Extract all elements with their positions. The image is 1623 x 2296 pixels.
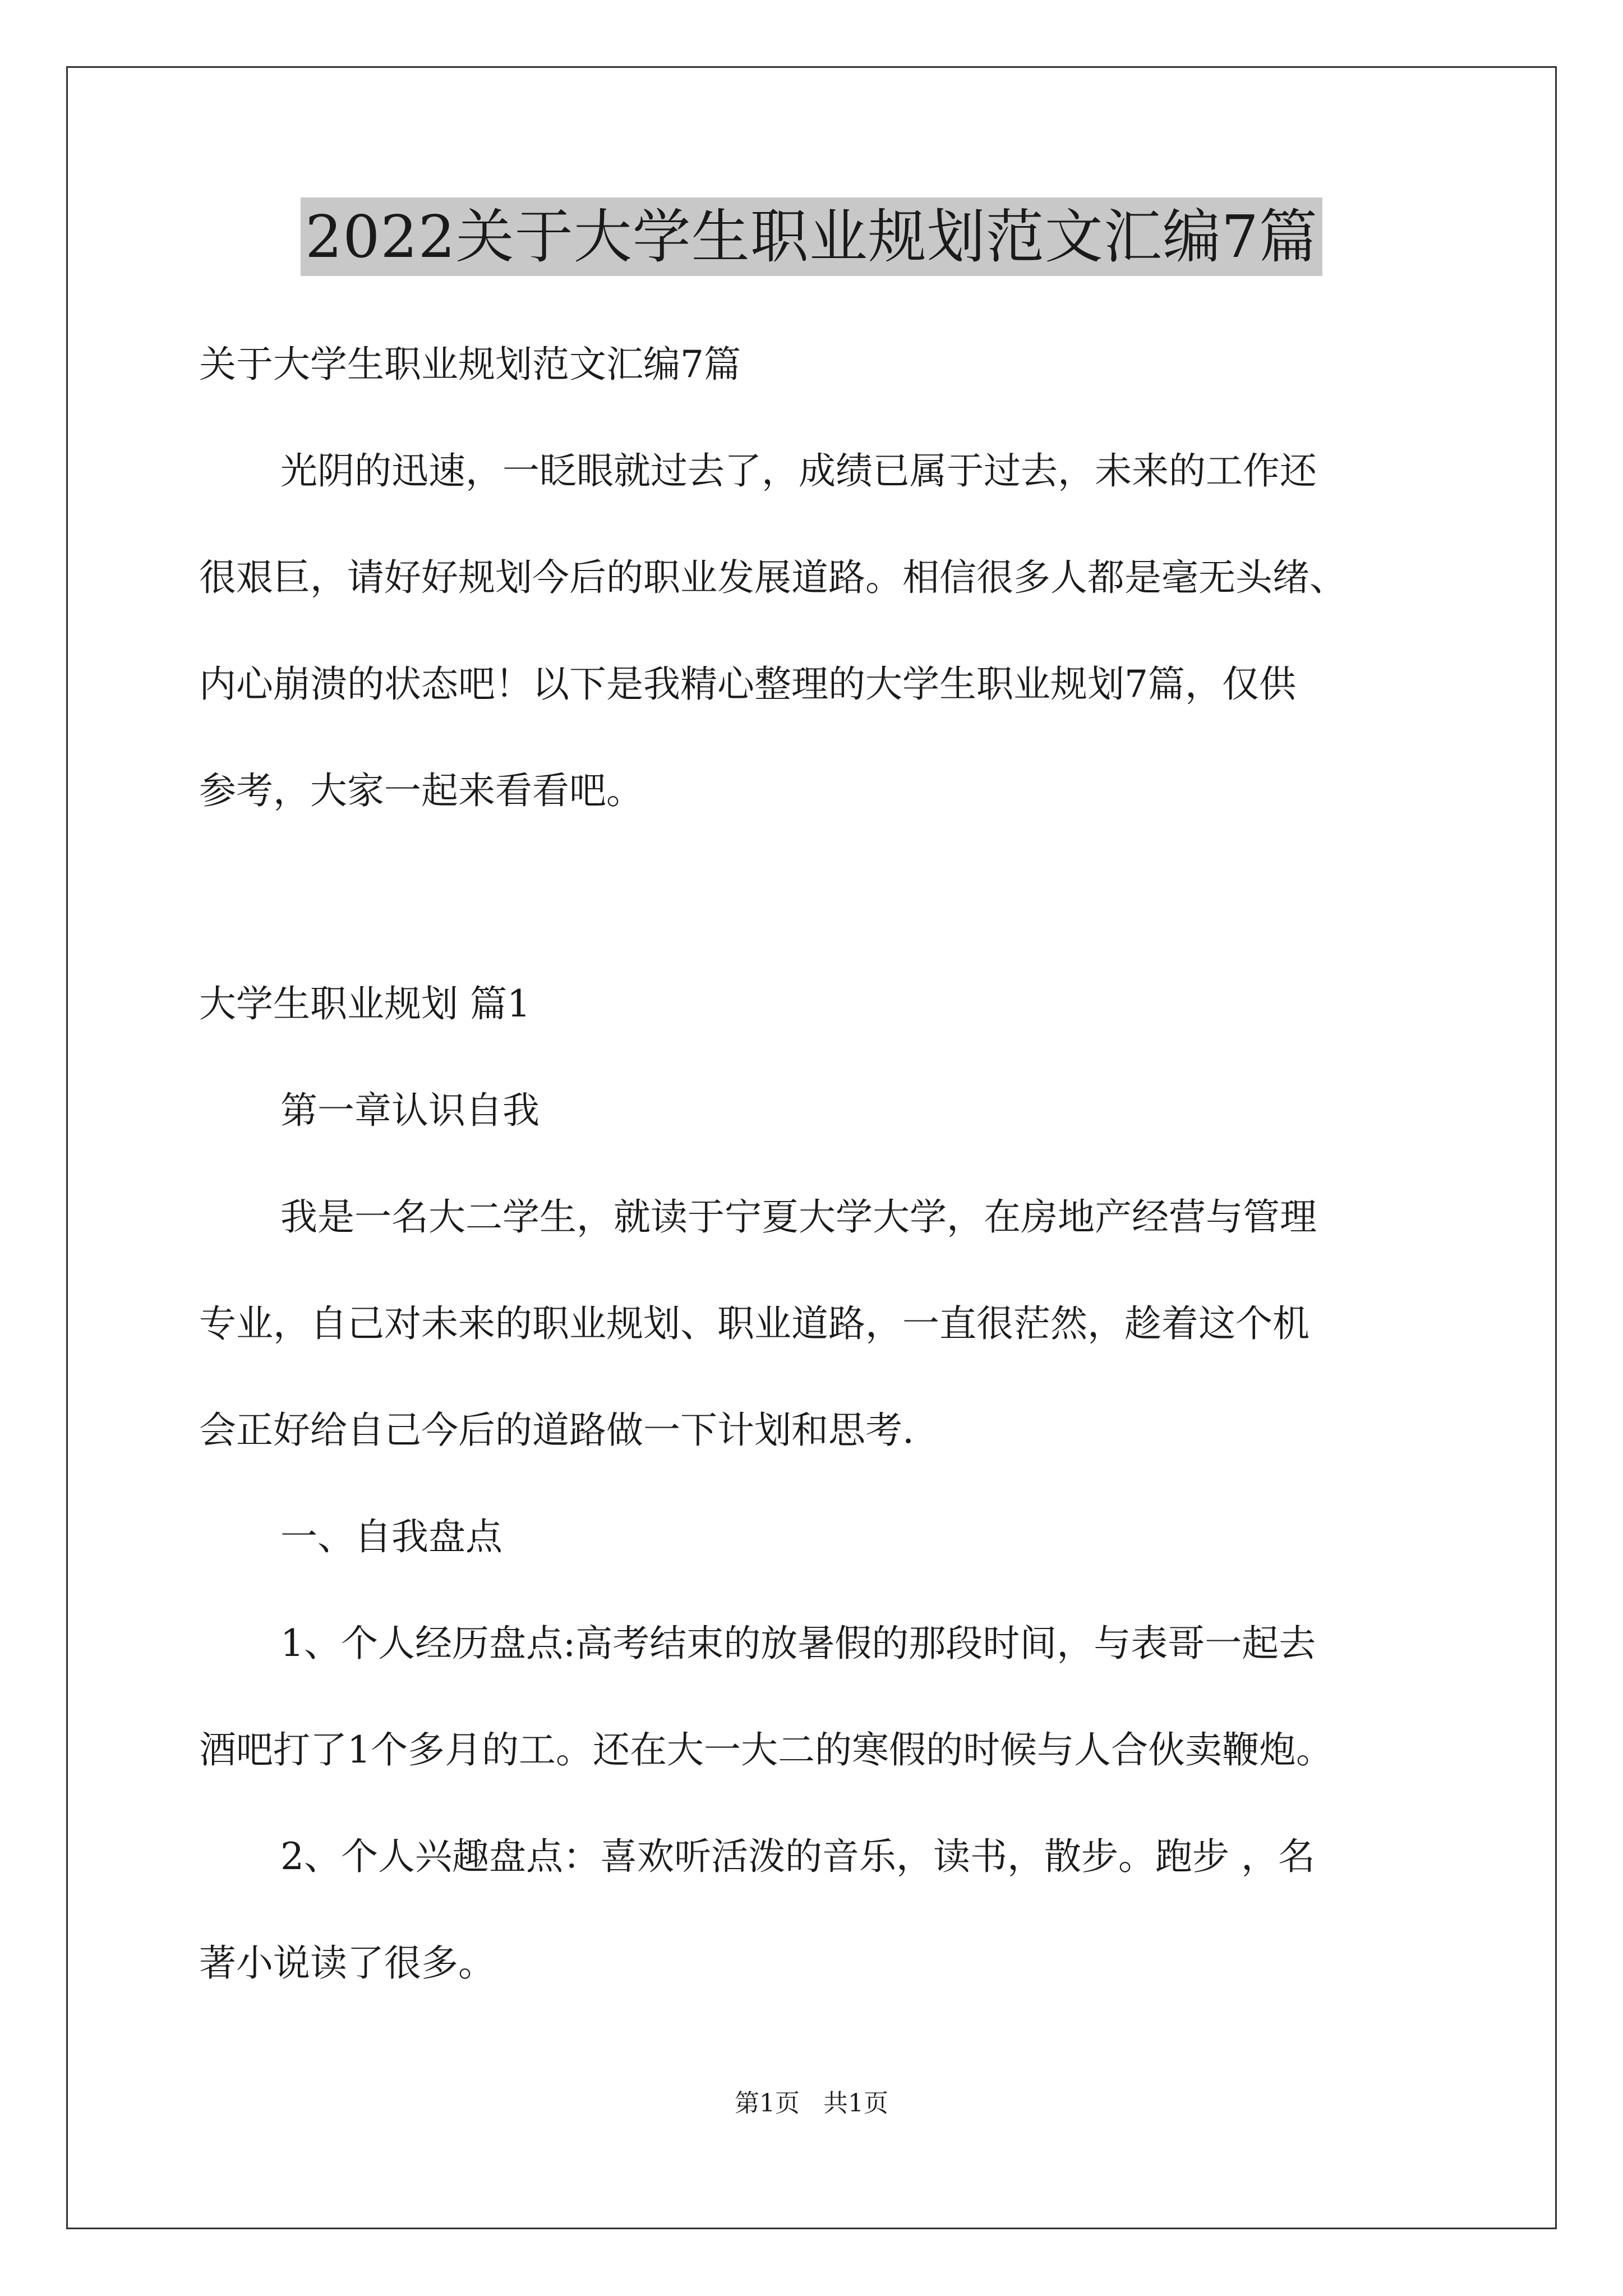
chapter-heading: 第一章认识自我: [280, 1089, 540, 1132]
title-container: [0, 197, 1623, 276]
document-title: 2022关于大学生职业规划范文汇编7篇: [301, 197, 1322, 276]
document-subtitle: 关于大学生职业规划范文汇编7篇: [199, 343, 741, 386]
intro-line-1: 光阴的迅速，一眨眼就过去了，成绩已属于过去，未来的工作还: [280, 449, 1317, 493]
body-line-3: 会正好给自己今后的道路做一下计划和思考.: [199, 1409, 914, 1452]
blank-line: [199, 844, 1433, 951]
section-heading: 大学生职业规划 篇1: [199, 982, 531, 1025]
intro-line-2: 很艰巨，请好好规划今后的职业发展道路。相信很多人都是毫无头绪、: [199, 556, 1347, 599]
document-body: [199, 311, 1433, 2017]
intro-line-3: 内心崩溃的状态吧！以下是我精心整理的大学生职业规划7篇，仅供: [199, 662, 1296, 706]
item2-line-1: 2、个人兴趣盘点：喜欢听活泼的音乐，读书，散步。跑步 ，名: [280, 1835, 1315, 1878]
body-line-1: 我是一名大二学生，就读于宁夏大学大学，在房地产经营与管理: [280, 1195, 1317, 1239]
body-line-2: 专业，自己对未来的职业规划、职业道路，一直很茫然，趁着这个机: [199, 1302, 1310, 1345]
subsection-heading: 一、自我盘点: [280, 1515, 502, 1558]
page-footer: 第1页 共1页: [735, 2089, 888, 2118]
item2-line-2: 著小说读了很多。: [199, 1941, 495, 1985]
item1-line-1: 1、个人经历盘点:高考结束的放暑假的那段时间，与表哥一起去: [280, 1622, 1316, 1665]
item1-line-2: 酒吧打了1个多月的工。还在大一大二的寒假的时候与人合伙卖鞭炮。: [199, 1728, 1333, 1772]
intro-line-4: 参考，大家一起来看看吧。: [199, 769, 643, 812]
